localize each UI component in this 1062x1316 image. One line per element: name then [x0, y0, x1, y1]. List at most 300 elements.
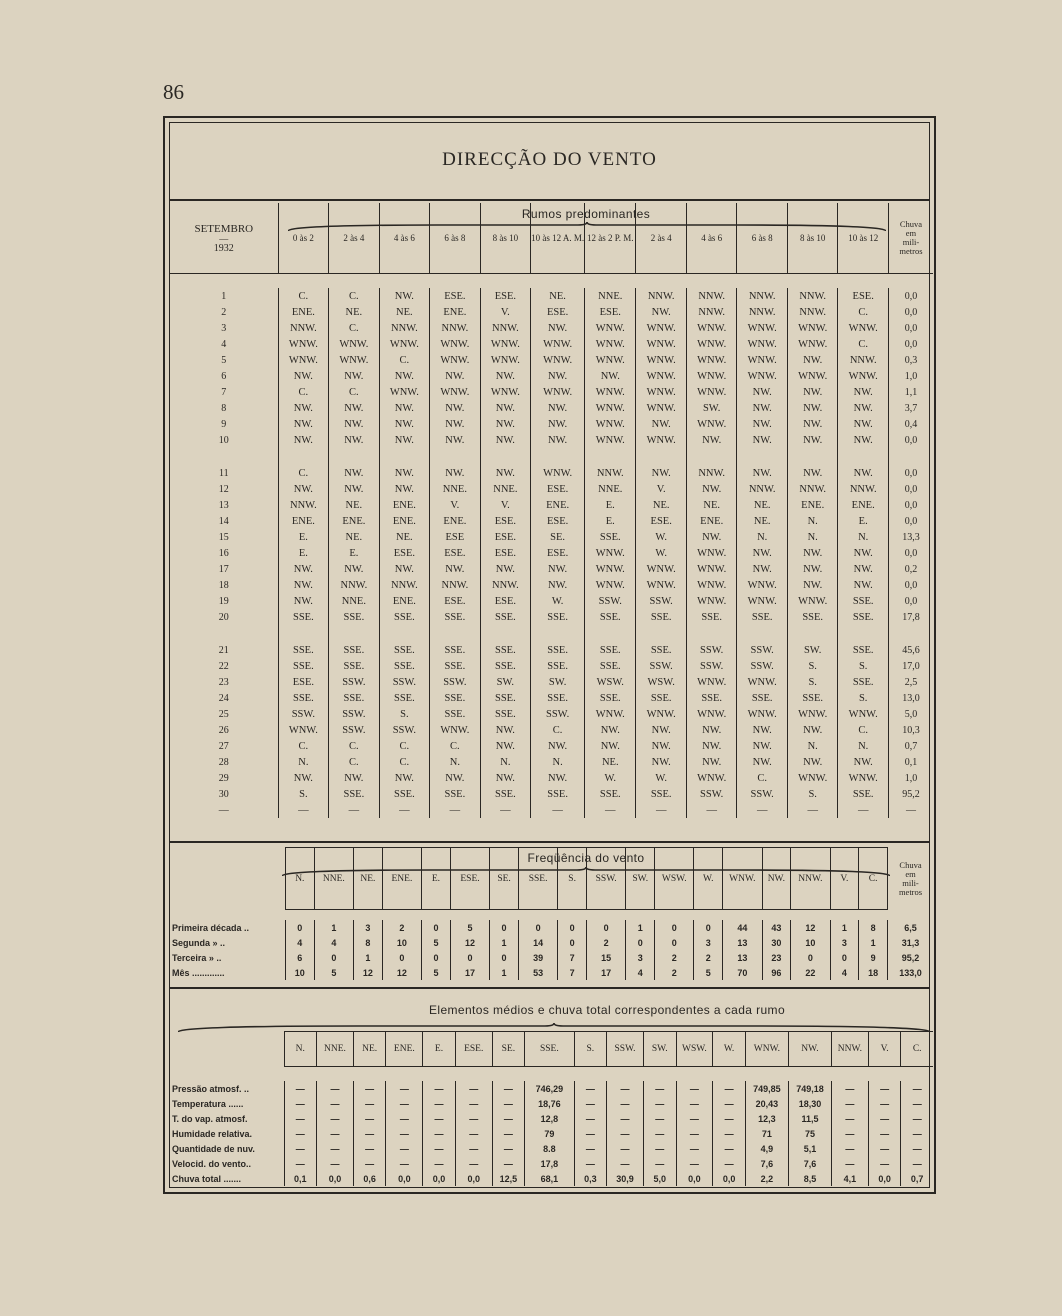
gap-cell: [838, 625, 889, 642]
rain-cell: 10,3: [888, 722, 933, 738]
wind-direction-cell: NW.: [531, 561, 585, 577]
means-value-cell: 0,0: [713, 1171, 746, 1186]
gap-cell: [888, 448, 933, 465]
means-value-cell: —: [643, 1126, 676, 1141]
wind-direction-cell: SSE.: [531, 658, 585, 674]
means-value-cell: —: [713, 1111, 746, 1126]
wind-direction-cell: C.: [278, 738, 329, 754]
means-value-cell: —: [901, 1156, 933, 1171]
wind-direction-cell: E.: [329, 545, 380, 561]
wind-direction-cell: C.: [278, 384, 329, 400]
frequency-count-cell: 2: [655, 950, 694, 965]
rain-cell: 0,0: [888, 304, 933, 320]
wind-direction-cell: SSE.: [636, 609, 687, 625]
wind-direction-cell: C.: [531, 722, 585, 738]
means-direction-header: ESE.: [455, 1032, 492, 1067]
means-value-cell: 30,9: [607, 1171, 644, 1186]
wind-direction-cell: WNW.: [686, 352, 737, 368]
frequency-count-cell: 8: [859, 920, 888, 935]
wind-direction-cell: NW.: [585, 368, 636, 384]
wind-direction-cell: SSE.: [737, 609, 788, 625]
frequency-direction-header: NNW.: [791, 848, 830, 910]
means-value-cell: —: [386, 1141, 423, 1156]
wind-direction-cell: —: [379, 802, 430, 818]
wind-direction-cell: NW.: [480, 465, 531, 481]
wind-direction-cell: V.: [636, 481, 687, 497]
wind-direction-cell: E.: [585, 513, 636, 529]
wind-direction-cell: —: [329, 802, 380, 818]
wind-direction-cell: SSW.: [636, 658, 687, 674]
wind-direction-cell: S.: [838, 690, 889, 706]
wind-direction-cell: NNW.: [379, 320, 430, 336]
wind-direction-cell: WNW.: [737, 593, 788, 609]
day-number: 1: [221, 290, 227, 302]
means-value-cell: —: [284, 1156, 317, 1171]
wind-direction-cell: —: [686, 802, 737, 818]
day-row: [170, 304, 933, 320]
wind-direction-cell: SSE.: [379, 786, 430, 802]
wind-direction-cell: SSW.: [737, 786, 788, 802]
frequency-divider: [170, 841, 929, 843]
means-row-label: Chuva total .......: [172, 1173, 242, 1184]
wind-direction-cell: C.: [379, 738, 430, 754]
wind-direction-cell: NW.: [737, 384, 788, 400]
wind-direction-cell: NW.: [737, 722, 788, 738]
means-direction-header: NW.: [788, 1032, 831, 1067]
wind-direction-cell: ESE.: [379, 545, 430, 561]
wind-direction-cell: SSE.: [636, 690, 687, 706]
gap-cell: [838, 448, 889, 465]
wind-direction-cell: WNW.: [636, 577, 687, 593]
table-frame-inner: [169, 122, 930, 1188]
wind-direction-cell: SSE.: [480, 786, 531, 802]
wind-direction-cell: WNW.: [480, 352, 531, 368]
wind-direction-cell: NW.: [686, 754, 737, 770]
means-value-cell: —: [607, 1141, 644, 1156]
means-value-cell: —: [901, 1081, 933, 1096]
wind-direction-cell: ESE.: [480, 529, 531, 545]
means-row-label: Pressão atmosf. ..: [172, 1083, 250, 1094]
wind-direction-cell: WNW.: [585, 400, 636, 416]
means-value-cell: —: [423, 1111, 456, 1126]
day-number: —: [218, 804, 229, 816]
wind-direction-cell: SSW.: [686, 786, 737, 802]
frequency-count-cell: 44: [723, 920, 762, 935]
wind-direction-cell: NW.: [737, 738, 788, 754]
means-value-cell: 11,5: [788, 1111, 831, 1126]
wind-direction-cell: SSW.: [329, 674, 380, 690]
wind-direction-cell: NW.: [686, 529, 737, 545]
frequency-count-cell: 0: [558, 935, 587, 950]
wind-direction-cell: SSE.: [838, 609, 889, 625]
wind-direction-cell: WNW.: [686, 577, 737, 593]
rain-header-line: mili-: [902, 237, 920, 247]
day-row: [170, 400, 933, 416]
wind-direction-cell: C.: [329, 738, 380, 754]
means-value-cell: —: [607, 1156, 644, 1171]
frequency-count-cell: 2: [586, 935, 625, 950]
means-value-cell: —: [574, 1141, 607, 1156]
wind-direction-cell: SSE.: [480, 642, 531, 658]
wind-direction-cell: SSE.: [737, 690, 788, 706]
wind-direction-cell: NNW.: [585, 465, 636, 481]
frequency-rain-cell: 133,0: [888, 965, 933, 980]
wind-direction-cell: NNW.: [686, 304, 737, 320]
wind-direction-cell: SSE.: [636, 786, 687, 802]
wind-direction-cell: ESE.: [430, 545, 481, 561]
frequency-direction-header: W.: [694, 848, 723, 910]
wind-direction-cell: NW.: [531, 368, 585, 384]
day-number: 30: [218, 788, 229, 800]
wind-direction-cell: W.: [636, 529, 687, 545]
wind-direction-cell: W.: [531, 593, 585, 609]
wind-direction-cell: NW.: [430, 400, 481, 416]
means-value-cell: —: [832, 1096, 869, 1111]
means-value-cell: —: [713, 1081, 746, 1096]
frequency-row: [170, 950, 933, 965]
frequency-count-cell: 0: [285, 920, 314, 935]
frequency-row-label: Mês .............: [172, 967, 225, 978]
wind-direction-cell: NNW.: [737, 481, 788, 497]
wind-direction-cell: SSE.: [531, 786, 585, 802]
means-value-cell: —: [713, 1156, 746, 1171]
means-row: [170, 1126, 933, 1141]
means-row: [170, 1081, 933, 1096]
wind-direction-cell: NW.: [379, 400, 430, 416]
wind-direction-cell: N.: [787, 529, 838, 545]
means-value-cell: 7,6: [788, 1156, 831, 1171]
means-value-cell: 18,76: [525, 1096, 574, 1111]
wind-direction-cell: NW.: [278, 770, 329, 786]
wind-direction-cell: SSW.: [585, 593, 636, 609]
wind-direction-cell: NE.: [531, 288, 585, 304]
day-row: [170, 642, 933, 658]
day-number: 27: [218, 740, 229, 752]
means-direction-header: NNW.: [832, 1032, 869, 1067]
wind-direction-cell: NW.: [787, 416, 838, 432]
means-value-cell: —: [643, 1081, 676, 1096]
means-value-cell: —: [832, 1081, 869, 1096]
rain-cell: 0,7: [888, 738, 933, 754]
wind-direction-cell: NE.: [329, 529, 380, 545]
wind-direction-cell: NW.: [636, 465, 687, 481]
means-value-cell: —: [284, 1141, 317, 1156]
wind-direction-cell: SSE.: [430, 690, 481, 706]
wind-direction-cell: SSE.: [329, 786, 380, 802]
frequency-count-cell: 1: [354, 950, 383, 965]
day-row: [170, 738, 933, 754]
wind-direction-cell: NNE.: [585, 288, 636, 304]
wind-direction-cell: WSW.: [585, 674, 636, 690]
decade-gap-row: [170, 625, 933, 642]
wind-direction-cell: WNW.: [585, 336, 636, 352]
means-value-cell: —: [676, 1096, 713, 1111]
frequency-direction-header: E.: [422, 848, 451, 910]
wind-direction-cell: NW.: [787, 432, 838, 448]
wind-direction-cell: WNW.: [686, 320, 737, 336]
month-dash: —: [219, 233, 229, 244]
wind-direction-cell: WNW.: [480, 384, 531, 400]
day-row: [170, 577, 933, 593]
wind-direction-cell: WNW.: [531, 336, 585, 352]
means-direction-header: SSE.: [525, 1032, 574, 1067]
means-value-cell: —: [423, 1141, 456, 1156]
wind-direction-cell: SSE.: [585, 658, 636, 674]
wind-direction-cell: ESE.: [278, 674, 329, 690]
means-value-cell: —: [607, 1081, 644, 1096]
rain-cell: 0,0: [888, 513, 933, 529]
day-number: 3: [221, 322, 227, 334]
wind-direction-cell: SSE.: [838, 674, 889, 690]
wind-direction-cell: NW.: [838, 465, 889, 481]
wind-direction-cell: NW.: [636, 304, 687, 320]
means-value-cell: 0,1: [284, 1171, 317, 1186]
wind-direction-cell: C.: [329, 754, 380, 770]
frequency-count-cell: 12: [354, 965, 383, 980]
wind-direction-cell: NNW.: [838, 352, 889, 368]
means-value-cell: —: [607, 1126, 644, 1141]
means-value-cell: —: [353, 1081, 386, 1096]
rain-cell: 13,3: [888, 529, 933, 545]
means-value-cell: —: [284, 1096, 317, 1111]
wind-direction-cell: NNW.: [737, 288, 788, 304]
means-value-cell: —: [713, 1141, 746, 1156]
means-value-cell: 2,2: [745, 1171, 788, 1186]
means-value-cell: —: [901, 1141, 933, 1156]
wind-direction-cell: SSE.: [585, 529, 636, 545]
means-value-cell: —: [492, 1141, 525, 1156]
day-number: 9: [221, 418, 227, 430]
frequency-count-cell: 17: [586, 965, 625, 980]
means-value-cell: —: [455, 1081, 492, 1096]
rain-cell: 0,0: [888, 481, 933, 497]
wind-direction-cell: NNE.: [430, 481, 481, 497]
gap-cell: [531, 625, 585, 642]
day-number: 18: [218, 579, 229, 591]
means-value-cell: 749,18: [788, 1081, 831, 1096]
rain-cell: 0,4: [888, 416, 933, 432]
day-number: 13: [218, 499, 229, 511]
wind-direction-cell: S.: [787, 658, 838, 674]
rain-cell: 3,7: [888, 400, 933, 416]
day-row: [170, 416, 933, 432]
wind-direction-cell: WNW.: [686, 384, 737, 400]
wind-direction-cell: ESE.: [480, 513, 531, 529]
wind-direction-cell: NW.: [480, 432, 531, 448]
means-value-cell: —: [317, 1126, 354, 1141]
rain-cell: 0,1: [888, 754, 933, 770]
wind-direction-cell: SSW.: [531, 706, 585, 722]
means-value-cell: 5,0: [643, 1171, 676, 1186]
page-title: DIRECÇÃO DO VENTO: [442, 149, 657, 170]
means-direction-header: ENE.: [386, 1032, 423, 1067]
frequency-count-cell: 18: [859, 965, 888, 980]
wind-direction-cell: SSE.: [686, 609, 737, 625]
wind-direction-cell: ESE.: [430, 288, 481, 304]
means-value-cell: —: [901, 1111, 933, 1126]
wind-direction-cell: SSE.: [329, 609, 380, 625]
time-column-header: 8 às 10: [480, 203, 531, 274]
wind-direction-cell: ESE.: [531, 481, 585, 497]
wind-direction-cell: WNW.: [838, 320, 889, 336]
means-value-cell: —: [423, 1081, 456, 1096]
wind-direction-cell: SSW.: [686, 658, 737, 674]
means-direction-header: V.: [868, 1032, 901, 1067]
frequency-count-cell: 7: [558, 965, 587, 980]
frequency-count-cell: 1: [314, 920, 353, 935]
wind-direction-cell: —: [636, 802, 687, 818]
means-direction-header: SSW.: [607, 1032, 644, 1067]
wind-direction-cell: SSE.: [329, 658, 380, 674]
means-value-cell: —: [386, 1081, 423, 1096]
wind-direction-cell: NW.: [480, 416, 531, 432]
wind-direction-cell: SSE.: [838, 786, 889, 802]
wind-direction-cell: WNW.: [686, 336, 737, 352]
wind-direction-cell: WNW.: [585, 416, 636, 432]
wind-direction-cell: WNW.: [585, 706, 636, 722]
means-row: [170, 1111, 933, 1126]
means-value-cell: 4,1: [832, 1171, 869, 1186]
wind-direction-cell: NW.: [278, 561, 329, 577]
wind-direction-cell: W.: [585, 770, 636, 786]
frequency-group-label: Freqüência do vento: [527, 851, 645, 865]
means-value-cell: 0,0: [423, 1171, 456, 1186]
wind-direction-cell: NNW.: [787, 304, 838, 320]
means-value-cell: —: [607, 1096, 644, 1111]
frequency-direction-header: SSE.: [518, 848, 557, 910]
frequency-row-label: Segunda » ..: [172, 937, 226, 948]
wind-direction-cell: ENE.: [329, 513, 380, 529]
rain-header-line: Chuva: [899, 859, 922, 870]
time-column-header: 2 às 4: [329, 203, 380, 274]
wind-direction-cell: SSW.: [636, 593, 687, 609]
frequency-direction-header: ENE.: [382, 848, 421, 910]
header-spacer-row: [170, 274, 933, 289]
means-direction-header: W.: [713, 1032, 746, 1067]
day-number: 20: [218, 611, 229, 623]
rain-header-line: metros: [898, 886, 923, 897]
time-column-header: 4 às 6: [379, 203, 430, 274]
means-value-cell: —: [868, 1156, 901, 1171]
wind-direction-cell: ENE.: [430, 513, 481, 529]
gap-cell: [329, 625, 380, 642]
means-value-cell: —: [353, 1096, 386, 1111]
wind-direction-cell: SW.: [686, 400, 737, 416]
frequency-direction-header: NNE.: [314, 848, 353, 910]
wind-direction-cell: C.: [329, 384, 380, 400]
day-row: [170, 368, 933, 384]
wind-direction-cell: NW.: [787, 400, 838, 416]
wind-direction-cell: WNW.: [329, 336, 380, 352]
day-number: 24: [218, 692, 229, 704]
wind-direction-cell: NW.: [585, 738, 636, 754]
means-value-cell: —: [643, 1096, 676, 1111]
means-row-label: T. do vap. atmosf.: [172, 1113, 248, 1124]
wind-direction-cell: NW.: [329, 368, 380, 384]
wind-direction-cell: NW.: [686, 432, 737, 448]
day-row: [170, 497, 933, 513]
wind-direction-cell: WNW.: [737, 368, 788, 384]
rain-cell: 1,0: [888, 770, 933, 786]
wind-direction-cell: C.: [379, 352, 430, 368]
day-number: 16: [218, 547, 229, 559]
means-table: [170, 1031, 933, 1186]
gap-cell: [430, 625, 481, 642]
means-value-cell: —: [676, 1111, 713, 1126]
wind-direction-cell: NW.: [480, 368, 531, 384]
rain-cell: 95,2: [888, 786, 933, 802]
wind-direction-cell: SSE.: [379, 609, 430, 625]
wind-direction-cell: NW.: [686, 738, 737, 754]
wind-direction-cell: NW.: [686, 481, 737, 497]
day-number: 11: [218, 467, 229, 479]
wind-direction-cell: WNW.: [636, 352, 687, 368]
frequency-count-cell: 17: [450, 965, 489, 980]
means-value-cell: 71: [745, 1126, 788, 1141]
means-value-cell: —: [868, 1126, 901, 1141]
means-value-cell: —: [284, 1126, 317, 1141]
wind-direction-cell: NW.: [329, 481, 380, 497]
wind-direction-cell: WNW.: [686, 368, 737, 384]
day-row: [170, 561, 933, 577]
means-direction-header: SE.: [492, 1032, 525, 1067]
frequency-direction-header: NW.: [762, 848, 791, 910]
frequency-count-cell: 8: [354, 935, 383, 950]
wind-direction-cell: WNW.: [787, 336, 838, 352]
means-value-cell: 4,9: [745, 1141, 788, 1156]
wind-direction-cell: —: [278, 802, 329, 818]
wind-direction-cell: NNE.: [329, 593, 380, 609]
rain-header-line: metros: [899, 246, 923, 256]
day-number: 23: [218, 676, 229, 688]
frequency-count-cell: 39: [518, 950, 557, 965]
wind-direction-cell: WNW.: [686, 674, 737, 690]
wind-direction-cell: SSE.: [686, 690, 737, 706]
wind-direction-cell: —: [585, 802, 636, 818]
means-value-cell: —: [676, 1126, 713, 1141]
wind-direction-cell: WNW.: [686, 545, 737, 561]
wind-direction-cell: C.: [838, 336, 889, 352]
wind-direction-cell: SSE.: [278, 642, 329, 658]
means-value-cell: —: [901, 1126, 933, 1141]
means-value-cell: —: [492, 1156, 525, 1171]
wind-direction-cell: NNW.: [430, 577, 481, 593]
wind-direction-cell: NW.: [737, 545, 788, 561]
time-column-header: 10 às 12 A. M.: [531, 203, 585, 274]
means-value-cell: —: [643, 1111, 676, 1126]
means-direction-header: E.: [423, 1032, 456, 1067]
wind-direction-cell: NW.: [480, 770, 531, 786]
wind-direction-cell: SSW.: [737, 658, 788, 674]
means-value-cell: —: [455, 1156, 492, 1171]
wind-direction-cell: NW.: [329, 416, 380, 432]
wind-direction-cell: WNW.: [686, 770, 737, 786]
wind-direction-cell: NE.: [636, 497, 687, 513]
means-value-cell: —: [676, 1156, 713, 1171]
frequency-row: [170, 965, 933, 980]
spacer-cell: [170, 1067, 933, 1082]
rain-cell: 2,5: [888, 674, 933, 690]
wind-direction-cell: NW.: [480, 561, 531, 577]
wind-direction-cell: N.: [430, 754, 481, 770]
rain-cell: 0,0: [888, 545, 933, 561]
wind-direction-cell: NE.: [737, 513, 788, 529]
time-column-header: 12 às 2 P. M.: [585, 203, 636, 274]
wind-direction-cell: NW.: [636, 738, 687, 754]
wind-direction-cell: ENE.: [430, 304, 481, 320]
frequency-rain-cell: 6,5: [888, 920, 933, 935]
wind-direction-cell: NW.: [480, 738, 531, 754]
